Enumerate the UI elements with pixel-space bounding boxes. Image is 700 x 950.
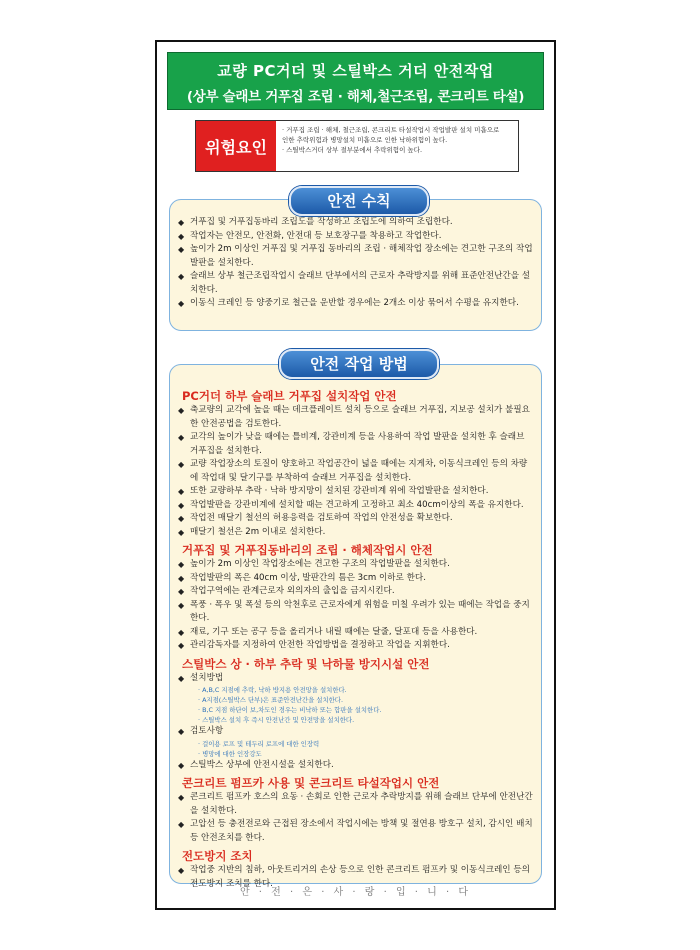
diamond-bullet-icon: ◆ <box>178 560 185 569</box>
method-item: ◆ 재료, 기구 또는 공구 등을 올리거나 내릴 때에는 달줄, 달포대 등을 사용한다. <box>178 626 533 640</box>
section-title: 전도방지 조치 <box>182 849 253 863</box>
method-item: ◆ 스틸박스 상부에 안전시설을 설치한다. <box>178 759 533 773</box>
sub-item: · 스틸박스 설치 후 즉시 안전난간 및 안전망을 설치한다. <box>198 716 355 724</box>
diamond-bullet-icon: ◆ <box>178 460 185 469</box>
method-item: ◆ 콘크리트 펌프카 호스의 요동 · 손회로 인한 근로자 추락방지를 위해 슬래브 단부에 안전난간을 설치한다. <box>178 791 533 818</box>
diamond-bullet-icon: ◆ <box>178 406 185 415</box>
diamond-bullet-icon: ◆ <box>178 231 185 241</box>
method-item: ◆ 작업구역에는 관계근로자 외의자의 출입을 금지시킨다. <box>178 585 533 599</box>
safe-methods-panel <box>169 364 542 889</box>
diamond-bullet-icon: ◆ <box>178 500 185 510</box>
method-item: ◆ 고압선 등 충전전로와 근접된 장소에서 작업시에는 방책 및 절연용 방호구 설치, 감시인 배치 등 안전조치를 한다. <box>178 818 533 845</box>
diamond-bullet-icon: ◆ <box>178 673 185 683</box>
sub-item: · B,C 지점 하단이 보,차도인 경우는 비낙하 또는 합판을 설치한다. <box>198 706 382 714</box>
method-item: ◆ 매달기 철선은 2m 이내로 설치한다. <box>178 526 533 540</box>
safe-methods-heading: 안전 작업 방법 <box>279 349 439 379</box>
section-title: PC거더 하부 슬래브 거푸집 설치작업 안전 <box>182 389 397 403</box>
method-item: ◆ 작업발판의 폭은 40cm 이상, 발판간의 틈은 3cm 이하로 한다. <box>178 572 533 586</box>
diamond-bullet-icon: ◆ <box>178 727 185 736</box>
method-item: ◆ 작업발판을 강관비계에 설치할 때는 견고하게 고정하고 최소 40cm이상의 폭을 유지한다. <box>178 499 533 513</box>
hazard-line: 인한 추락위험과 병망설치 미흡으로 인한 낙하위험이 높다. <box>282 136 448 144</box>
diamond-bullet-icon: ◆ <box>178 627 185 637</box>
method-item: ◆ 작업중 지반의 침하, 아웃트리거의 손상 등으로 인한 콘크리트 펌프카 및 이동식크레인 등의 전도방지 조치를 한다. <box>178 864 533 891</box>
method-item: ◆ 설치방법 <box>178 672 533 686</box>
method-item: ◆ 검토사항 <box>178 725 533 739</box>
diamond-bullet-icon: ◆ <box>178 299 185 308</box>
diamond-bullet-icon: ◆ <box>178 272 185 281</box>
diamond-bullet-icon: ◆ <box>178 218 185 227</box>
diamond-bullet-icon: ◆ <box>178 573 185 583</box>
title-line-2: (상부 슬래브 거푸집 조립 · 해체,철근조립, 콘크리트 타설) <box>186 89 525 105</box>
sub-item: · 걸이용 로프 및 테두리 로프에 대한 인장력 <box>198 739 320 748</box>
diamond-bullet-icon: ◆ <box>178 866 185 875</box>
hazard-label: 위험요인 <box>196 121 276 171</box>
sub-item: · A지점(스틸박스 단부)은 표준안전난간을 설치한다. <box>198 696 344 704</box>
diamond-bullet-icon: ◆ <box>178 514 185 523</box>
rule-item: ◆ 작업자는 안전모, 안전화, 안전대 등 보호장구를 착용하고 작업한다. <box>178 230 533 244</box>
diamond-bullet-icon: ◆ <box>178 600 185 610</box>
sub-item: · A,B,C 지점에 추락, 낙하 방지용 안전망을 설치한다. <box>198 686 347 694</box>
hazard-box <box>195 120 519 172</box>
rule-item: ◆ 슬래브 상부 철근조립작업시 슬래브 단부에서의 근로자 추락방지를 위해 표준안전난간을 설치한다. <box>178 270 533 297</box>
diamond-bullet-icon: ◆ <box>178 527 185 537</box>
diamond-bullet-icon: ◆ <box>178 760 185 770</box>
method-item: ◆ 교각의 높이가 낮을 때에는 틀비계, 강관비계 등을 사용하여 작업 발판을 설치한 후 슬래브 거푸집을 설치한다. <box>178 431 533 458</box>
safety-rules-panel <box>169 199 542 331</box>
diamond-bullet-icon: ◆ <box>178 587 185 596</box>
method-item: ◆ 또한 교량하부 추락 · 낙하 방지망이 설치된 강관비계 위에 작업발판을 설치한다. <box>178 485 533 499</box>
method-item: ◆ 관리감독자를 지정하여 안전한 작업방법을 결정하고 작업을 지휘한다. <box>178 639 533 653</box>
method-item: ◆ 교량 작업장소의 토질이 양호하고 작업공간이 넓을 때에는 지게차, 이동식크레인 등의 차량에 작업대 및 달기구를 부착하여 슬래브 거푸집을 설치한다. <box>178 458 533 485</box>
method-item: ◆ 폭풍 · 폭우 및 폭설 등의 악천후로 근로자에게 위험을 미칠 우려가 있는 때에는 작업을 중지한다. <box>178 599 533 626</box>
diamond-bullet-icon: ◆ <box>178 641 185 650</box>
diamond-bullet-icon: ◆ <box>178 433 185 442</box>
method-item: ◆ 축교량의 교각에 높을 때는 데크플레이트 설치 등으로 슬래브 거푸집, 지보공 설치가 불필요한 안전공법을 검토한다. <box>178 404 533 431</box>
rule-item: ◆ 이동식 크레인 등 양중기로 철근을 운반할 경우에는 2개소 이상 묶어서 수평을 유지한다. <box>178 297 533 311</box>
diamond-bullet-icon: ◆ <box>178 793 185 802</box>
section-title: 거푸집 및 거푸집동바리의 조립 · 해체작업시 안전 <box>182 543 433 557</box>
diamond-bullet-icon: ◆ <box>178 487 185 496</box>
footer-slogan: 안 · 전 · 은 · 사 · 랑 · 입 · 니 · 다 <box>239 887 472 898</box>
method-item: ◆ 작업전 매달기 철선의 허용응력을 검토하여 작업의 안전성을 확보한다. <box>178 512 533 526</box>
hazard-line: · 거푸집 조립 · 해체, 철근조립, 콘크리트 타설작업시 작업발판 설치 미흡으로 <box>282 126 500 134</box>
hazard-line: · 스틸박스거더 상부 절부분에서 추락위험이 높다. <box>282 146 423 154</box>
method-item: ◆ 높이가 2m 이상인 작업장소에는 견고한 구조의 작업발판을 설치한다. <box>178 558 533 572</box>
sub-item: · 병망에 대한 인장강도 <box>198 749 262 758</box>
section-title: 스틸박스 상 · 하부 추락 및 낙하물 방지시설 안전 <box>182 656 430 671</box>
diamond-bullet-icon: ◆ <box>178 245 185 254</box>
rule-item: ◆ 거푸집 및 거푸집동바리 조립도를 작성하고 조립도에 의하여 조립한다. <box>178 216 533 230</box>
safety-poster <box>155 40 556 910</box>
diamond-bullet-icon: ◆ <box>178 820 185 829</box>
safety-rules-heading: 안전 수칙 <box>289 186 429 216</box>
section-title: 콘크리트 펌프카 사용 및 콘크리트 타설작업시 안전 <box>182 776 440 790</box>
title-line-1: 교량 PC거더 및 스틸박스 거더 안전작업 <box>217 62 494 80</box>
rule-item: ◆ 높이가 2m 이상인 거푸집 및 거푸집 동바리의 조립 · 해체작업 장소에는 견고한 구조의 작업발판을 설치한다. <box>178 243 533 270</box>
title-banner <box>167 52 544 110</box>
hazard-text <box>276 121 518 171</box>
